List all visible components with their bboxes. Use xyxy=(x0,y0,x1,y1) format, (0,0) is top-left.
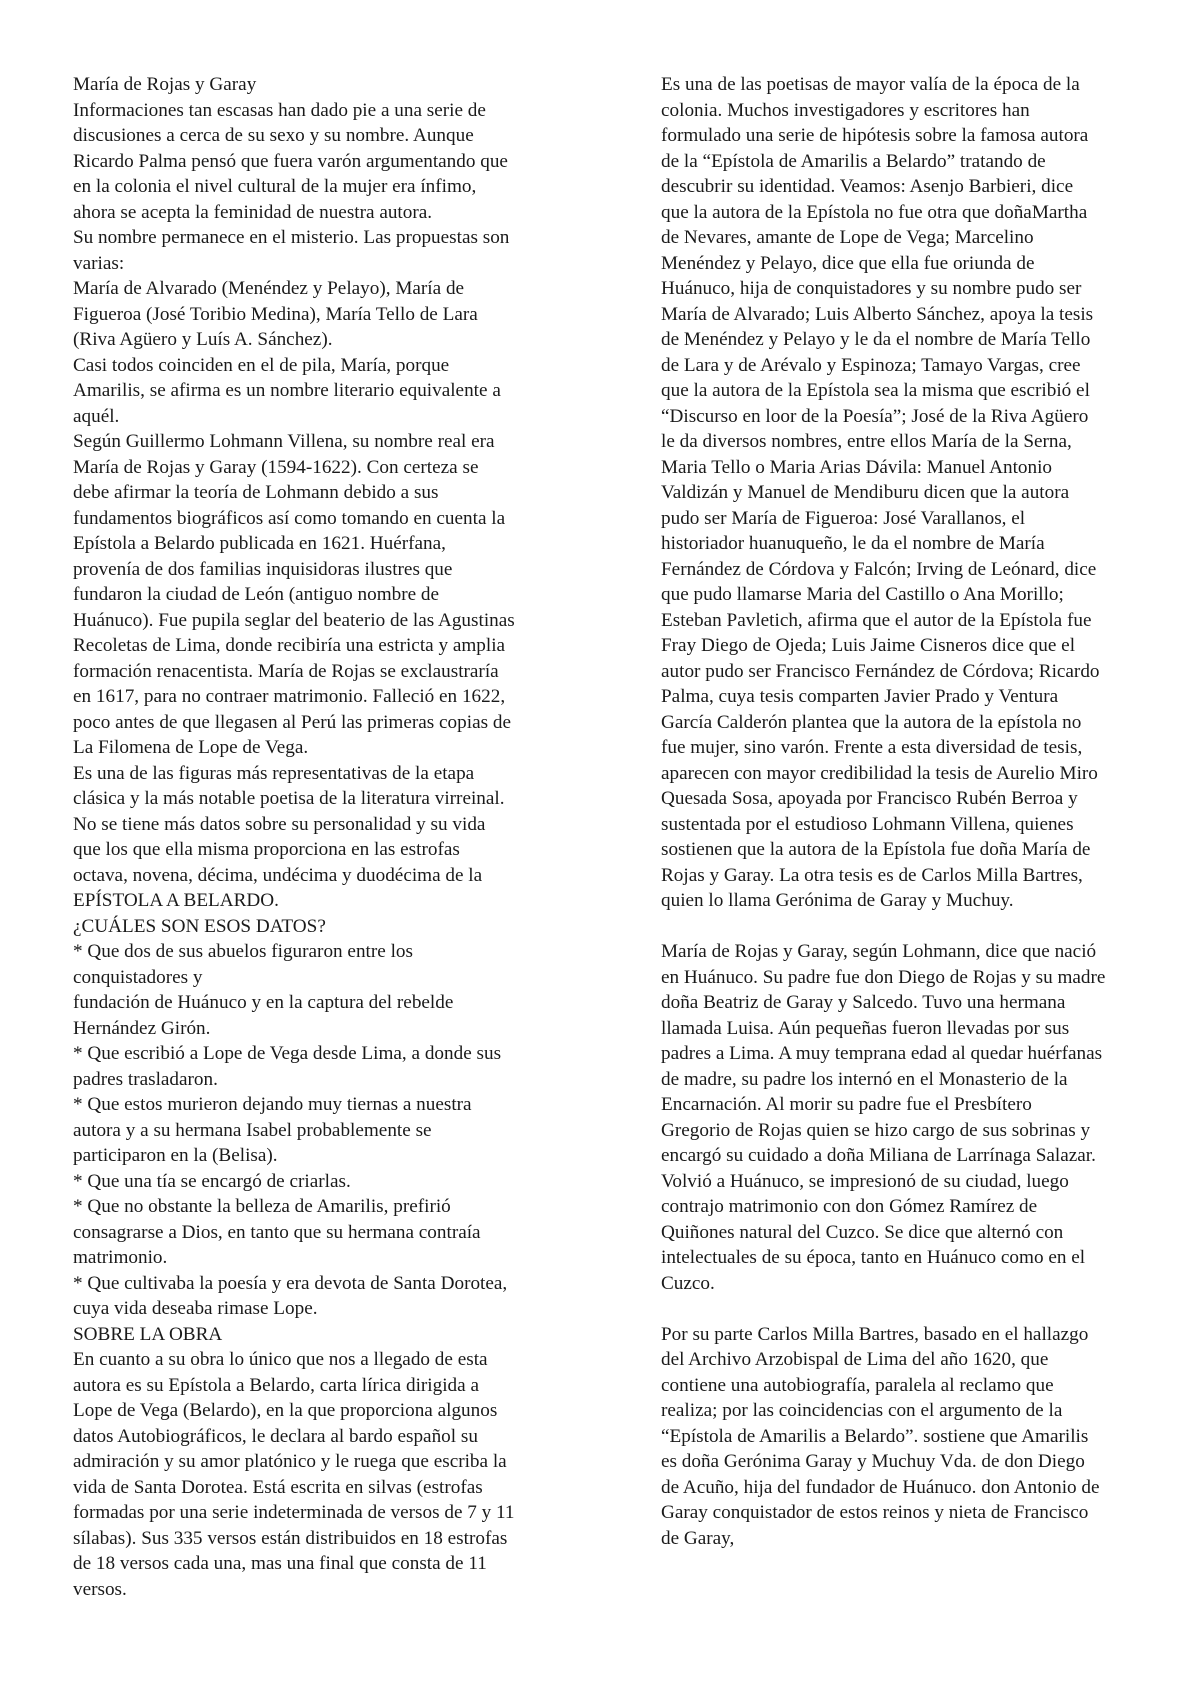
text-line: en 1617, para no contraer matrimonio. Falleció en 1622, xyxy=(73,686,506,707)
text-line: fue mujer, sino varón. Frente a esta diversidad de tesis, xyxy=(661,737,1083,758)
text-line: vida de Santa Dorotea. Está escrita en silvas (estrofas xyxy=(73,1476,483,1498)
text-line: de Nevares, amante de Lope de Vega; Marcelino xyxy=(661,227,1034,248)
text-line: Volvió a Huánuco, se impresionó de su ciudad, luego xyxy=(661,1170,1069,1192)
text-line: varias: xyxy=(73,252,125,274)
text-line: * Que una tía se encargó de criarlas. xyxy=(73,1170,351,1192)
text-line: clásica y la más notable poetisa de la literatura virreinal. xyxy=(73,788,505,809)
text-line: descubrir su identidad. Veamos: Asenjo Barbieri, dice xyxy=(661,176,1074,197)
text-line: Quesada Sosa, apoyada por Francisco Rubén Berroa y xyxy=(661,788,1078,809)
text-line: Por su parte Carlos Milla Bartres, basado en el hallazgo xyxy=(661,1323,1089,1345)
text-line: * Que no obstante la belleza de Amarilis, prefirió xyxy=(73,1196,451,1217)
text-line: sustentada por el estudioso Lohmann Villena, quienes xyxy=(661,813,1074,835)
text-line: fundaron la ciudad de León (antiguo nombre de xyxy=(73,584,440,605)
text-line: Casi todos coinciden en el de pila, María, porque xyxy=(73,354,450,376)
text-line: (Riva Agüero y Luís A. Sánchez). xyxy=(73,329,333,350)
text-line: María de Rojas y Garay, según Lohmann, dice que nació xyxy=(661,941,1097,962)
text-line: “Discurso en loor de la Poesía”; José de la Riva Agüero xyxy=(661,405,1089,427)
text-line: discusiones a cerca de su sexo y su nombre. Aunque xyxy=(73,125,474,146)
text-line: formulado una serie de hipótesis sobre la famosa autora xyxy=(661,125,1089,146)
text-line: Fernández de Córdova y Falcón; Irving de Leónard, dice xyxy=(661,558,1097,580)
text-line: Fray Diego de Ojeda; Luis Jaime Cisneros dice que el xyxy=(661,635,1076,656)
text-line: autor pudo ser Francisco Fernández de Córdova; Ricardo xyxy=(661,660,1100,682)
text-line: en la colonia el nivel cultural de la mujer era ínfimo, xyxy=(73,176,477,197)
text-line: En cuanto a su obra lo único que nos a llegado de esta xyxy=(73,1349,488,1370)
text-line: * Que escribió a Lope de Vega desde Lima, a donde sus xyxy=(73,1043,502,1064)
text-line: pudo ser María de Figueroa: José Varallanos, el xyxy=(661,507,1026,529)
text-line: Ricardo Palma pensó que fuera varón argumentando que xyxy=(73,150,508,172)
text-line: autora y a su hermana Isabel probablemente se xyxy=(73,1119,432,1141)
paragraph-gap xyxy=(661,914,1181,940)
text-line: provenía de dos familias inquisidoras ilustres que xyxy=(73,558,453,580)
text-line: que la autora de la Epístola sea la misma que escribió el xyxy=(661,380,1090,401)
text-line: Es una de las figuras más representativas de la etapa xyxy=(73,762,475,784)
text-line: padres trasladaron. xyxy=(73,1068,218,1090)
text-line: es doña Gerónima Garay y Muchuy Vda. de don Diego xyxy=(661,1451,1085,1472)
right-column xyxy=(661,72,1181,1551)
text-line: de madre, su padre los internó en el Monasterio de la xyxy=(661,1068,1068,1090)
text-line: aquél. xyxy=(73,405,120,427)
text-line: Esteban Pavletich, afirma que el autor de la Epístola fue xyxy=(661,609,1092,631)
text-line: Amarilis, se afirma es un nombre literario equivalente a xyxy=(73,380,501,401)
text-line: encargó su cuidado a doña Miliana de Larrínaga Salazar. xyxy=(661,1145,1096,1166)
text-line: versos. xyxy=(73,1578,127,1600)
left-column xyxy=(73,72,593,1602)
text-line: * Que dos de sus abuelos figuraron entre los xyxy=(73,941,413,962)
text-line: padres a Lima. A muy temprana edad al quedar huérfanas xyxy=(661,1043,1103,1064)
text-line: sílabas). Sus 335 versos están distribuidos en 18 estrofas xyxy=(73,1527,508,1549)
text-line: doña Beatriz de Garay y Salcedo. Tuvo una hermana xyxy=(661,992,1066,1013)
text-line: Huánuco, hija de conquistadores y su nombre pudo ser xyxy=(661,278,1082,299)
text-line: formadas por una serie indeterminada de versos de 7 y 11 xyxy=(73,1502,515,1523)
text-line: de Lara y de Arévalo y Espinoza; Tamayo Vargas, cree xyxy=(661,354,1081,376)
text-line: EPÍSTOLA A BELARDO. xyxy=(73,890,279,911)
text-line: María de Rojas y Garay (1594-1622). Con certeza se xyxy=(73,456,479,478)
text-line: Hernández Girón. xyxy=(73,1017,211,1039)
text-line: Quiñones natural del Cuzco. Se dice que alternó con xyxy=(661,1221,1064,1243)
text-line: que los que ella misma proporciona en las estrofas xyxy=(73,839,460,860)
text-line: le da diversos nombres, entre ellos María de la Serna, xyxy=(661,431,1072,452)
text-line: Encarnación. Al morir su padre fue el Presbítero xyxy=(661,1094,1032,1115)
text-line: Gregorio de Rojas quien se hizo cargo de sus sobrinas y xyxy=(661,1119,1091,1141)
text-line: del Archivo Arzobispal de Lima del año 1620, que xyxy=(661,1349,1049,1370)
text-line: realiza; por las coincidencias con el argumento de la xyxy=(661,1400,1063,1421)
text-line: de la “Epístola de Amarilis a Belardo” tratando de xyxy=(661,150,1046,172)
text-line: datos Autobiográficos, le declara al bardo español su xyxy=(73,1425,478,1447)
text-line: Rojas y Garay. La otra tesis es de Carlos Milla Bartres, xyxy=(661,864,1083,886)
text-line: sostienen que la autora de la Epístola fue doña María de xyxy=(661,839,1091,860)
text-line: conquistadores y xyxy=(73,966,203,988)
text-line: autora es su Epístola a Belardo, carta lírica dirigida a xyxy=(73,1374,479,1396)
text-line: Palma, cuya tesis comparten Javier Prado y Ventura xyxy=(661,686,1059,707)
text-line: quien lo llama Gerónima de Garay y Muchuy. xyxy=(661,890,1014,911)
text-line: historiador huanuqueño, le da el nombre de María xyxy=(661,533,1045,554)
text-line: octava, novena, décima, undécima y duodécima de la xyxy=(73,864,483,886)
text-line: * Que estos murieron dejando muy tiernas a nuestra xyxy=(73,1094,472,1115)
text-line: Según Guillermo Lohmann Villena, su nombre real era xyxy=(73,431,495,452)
text-line: contiene una autobiografía, paralela al reclamo que xyxy=(661,1374,1054,1396)
text-line: Figueroa (José Toribio Medina), María Tello de Lara xyxy=(73,303,478,325)
text-line: participaron en la (Belisa). xyxy=(73,1145,278,1166)
text-line: fundamentos biográficos así como tomando en cuenta la xyxy=(73,507,506,529)
text-line: García Calderón plantea que la autora de la epístola no xyxy=(661,711,1082,733)
text-line: formación renacentista. María de Rojas se exclaustraría xyxy=(73,660,499,682)
text-line: Su nombre permanece en el misterio. Las propuestas son xyxy=(73,227,510,248)
text-line: de Acuño, hija del fundador de Huánuco. don Antonio de xyxy=(661,1476,1100,1498)
text-line: Es una de las poetisas de mayor valía de la época de la xyxy=(661,74,1080,95)
text-line: admiración y su amor platónico y le ruega que escriba la xyxy=(73,1451,507,1472)
text-line: de 18 versos cada una, mas una final que consta de 11 xyxy=(73,1553,487,1574)
text-line: SOBRE LA OBRA xyxy=(73,1323,223,1345)
paragraph-gap xyxy=(661,1296,1181,1322)
text-line: Garay conquistador de estos reinos y nieta de Francisco xyxy=(661,1502,1089,1523)
text-line: No se tiene más datos sobre su personalidad y su vida xyxy=(73,813,486,835)
text-line: poco antes de que llegasen al Perú las primeras copias de xyxy=(73,711,511,733)
text-line: * Que cultivaba la poesía y era devota de Santa Dorotea, xyxy=(73,1272,508,1294)
text-line: debe afirmar la teoría de Lohmann debido a sus xyxy=(73,482,439,503)
text-line: fundación de Huánuco y en la captura del rebelde xyxy=(73,992,454,1013)
text-line: “Epístola de Amarilis a Belardo”. sostiene que Amarilis xyxy=(661,1425,1089,1447)
text-line: Huánuco). Fue pupila seglar del beaterio de las Agustinas xyxy=(73,609,515,631)
text-line: Cuzco. xyxy=(661,1272,715,1294)
text-line: matrimonio. xyxy=(73,1247,168,1268)
text-line: Menéndez y Pelayo, dice que ella fue oriunda de xyxy=(661,252,1035,274)
text-line: Epístola a Belardo publicada en 1621. Huérfana, xyxy=(73,533,446,554)
text-line: La Filomena de Lope de Vega. xyxy=(73,737,309,758)
text-line: colonia. Muchos investigadores y escritores han xyxy=(661,99,1030,121)
text-line: Lope de Vega (Belardo), en la que proporciona algunos xyxy=(73,1400,498,1421)
text-line: María de Alvarado; Luis Alberto Sánchez, apoya la tesis xyxy=(661,303,1094,325)
text-line: María de Alvarado (Menéndez y Pelayo), María de xyxy=(73,278,465,299)
text-line: Informaciones tan escasas han dado pie a una serie de xyxy=(73,99,486,121)
text-line: consagrarse a Dios, en tanto que su hermana contraía xyxy=(73,1221,481,1243)
text-line: aparecen con mayor credibilidad la tesis de Aurelio Miro xyxy=(661,762,1098,784)
text-line: intelectuales de su época, tanto en Huánuco como en el xyxy=(661,1247,1086,1268)
text-line: Recoletas de Lima, donde recibiría una estricta y amplia xyxy=(73,635,506,656)
text-line: de Garay, xyxy=(661,1527,735,1549)
text-line: contrajo matrimonio con don Gómez Ramírez de xyxy=(661,1196,1038,1217)
text-line: de Menéndez y Pelayo y le da el nombre de María Tello xyxy=(661,329,1091,350)
text-line: cuya vida deseaba rimase Lope. xyxy=(73,1298,318,1319)
text-line: llamada Luisa. Aún pequeñas fueron llevadas por sus xyxy=(661,1017,1070,1039)
text-line: ¿CUÁLES SON ESOS DATOS? xyxy=(73,915,326,937)
text-line: María de Rojas y Garay xyxy=(73,74,257,95)
text-line: Maria Tello o Maria Arias Dávila: Manuel Antonio xyxy=(661,456,1053,478)
text-line: Valdizán y Manuel de Mendiburu dicen que la autora xyxy=(661,482,1070,503)
text-line: que pudo llamarse Maria del Castillo o Ana Morillo; xyxy=(661,584,1064,605)
text-line: en Huánuco. Su padre fue don Diego de Rojas y su madre xyxy=(661,966,1106,988)
text-line: que la autora de la Epístola no fue otra que doñaMartha xyxy=(661,201,1088,223)
text-line: ahora se acepta la feminidad de nuestra autora. xyxy=(73,201,433,223)
